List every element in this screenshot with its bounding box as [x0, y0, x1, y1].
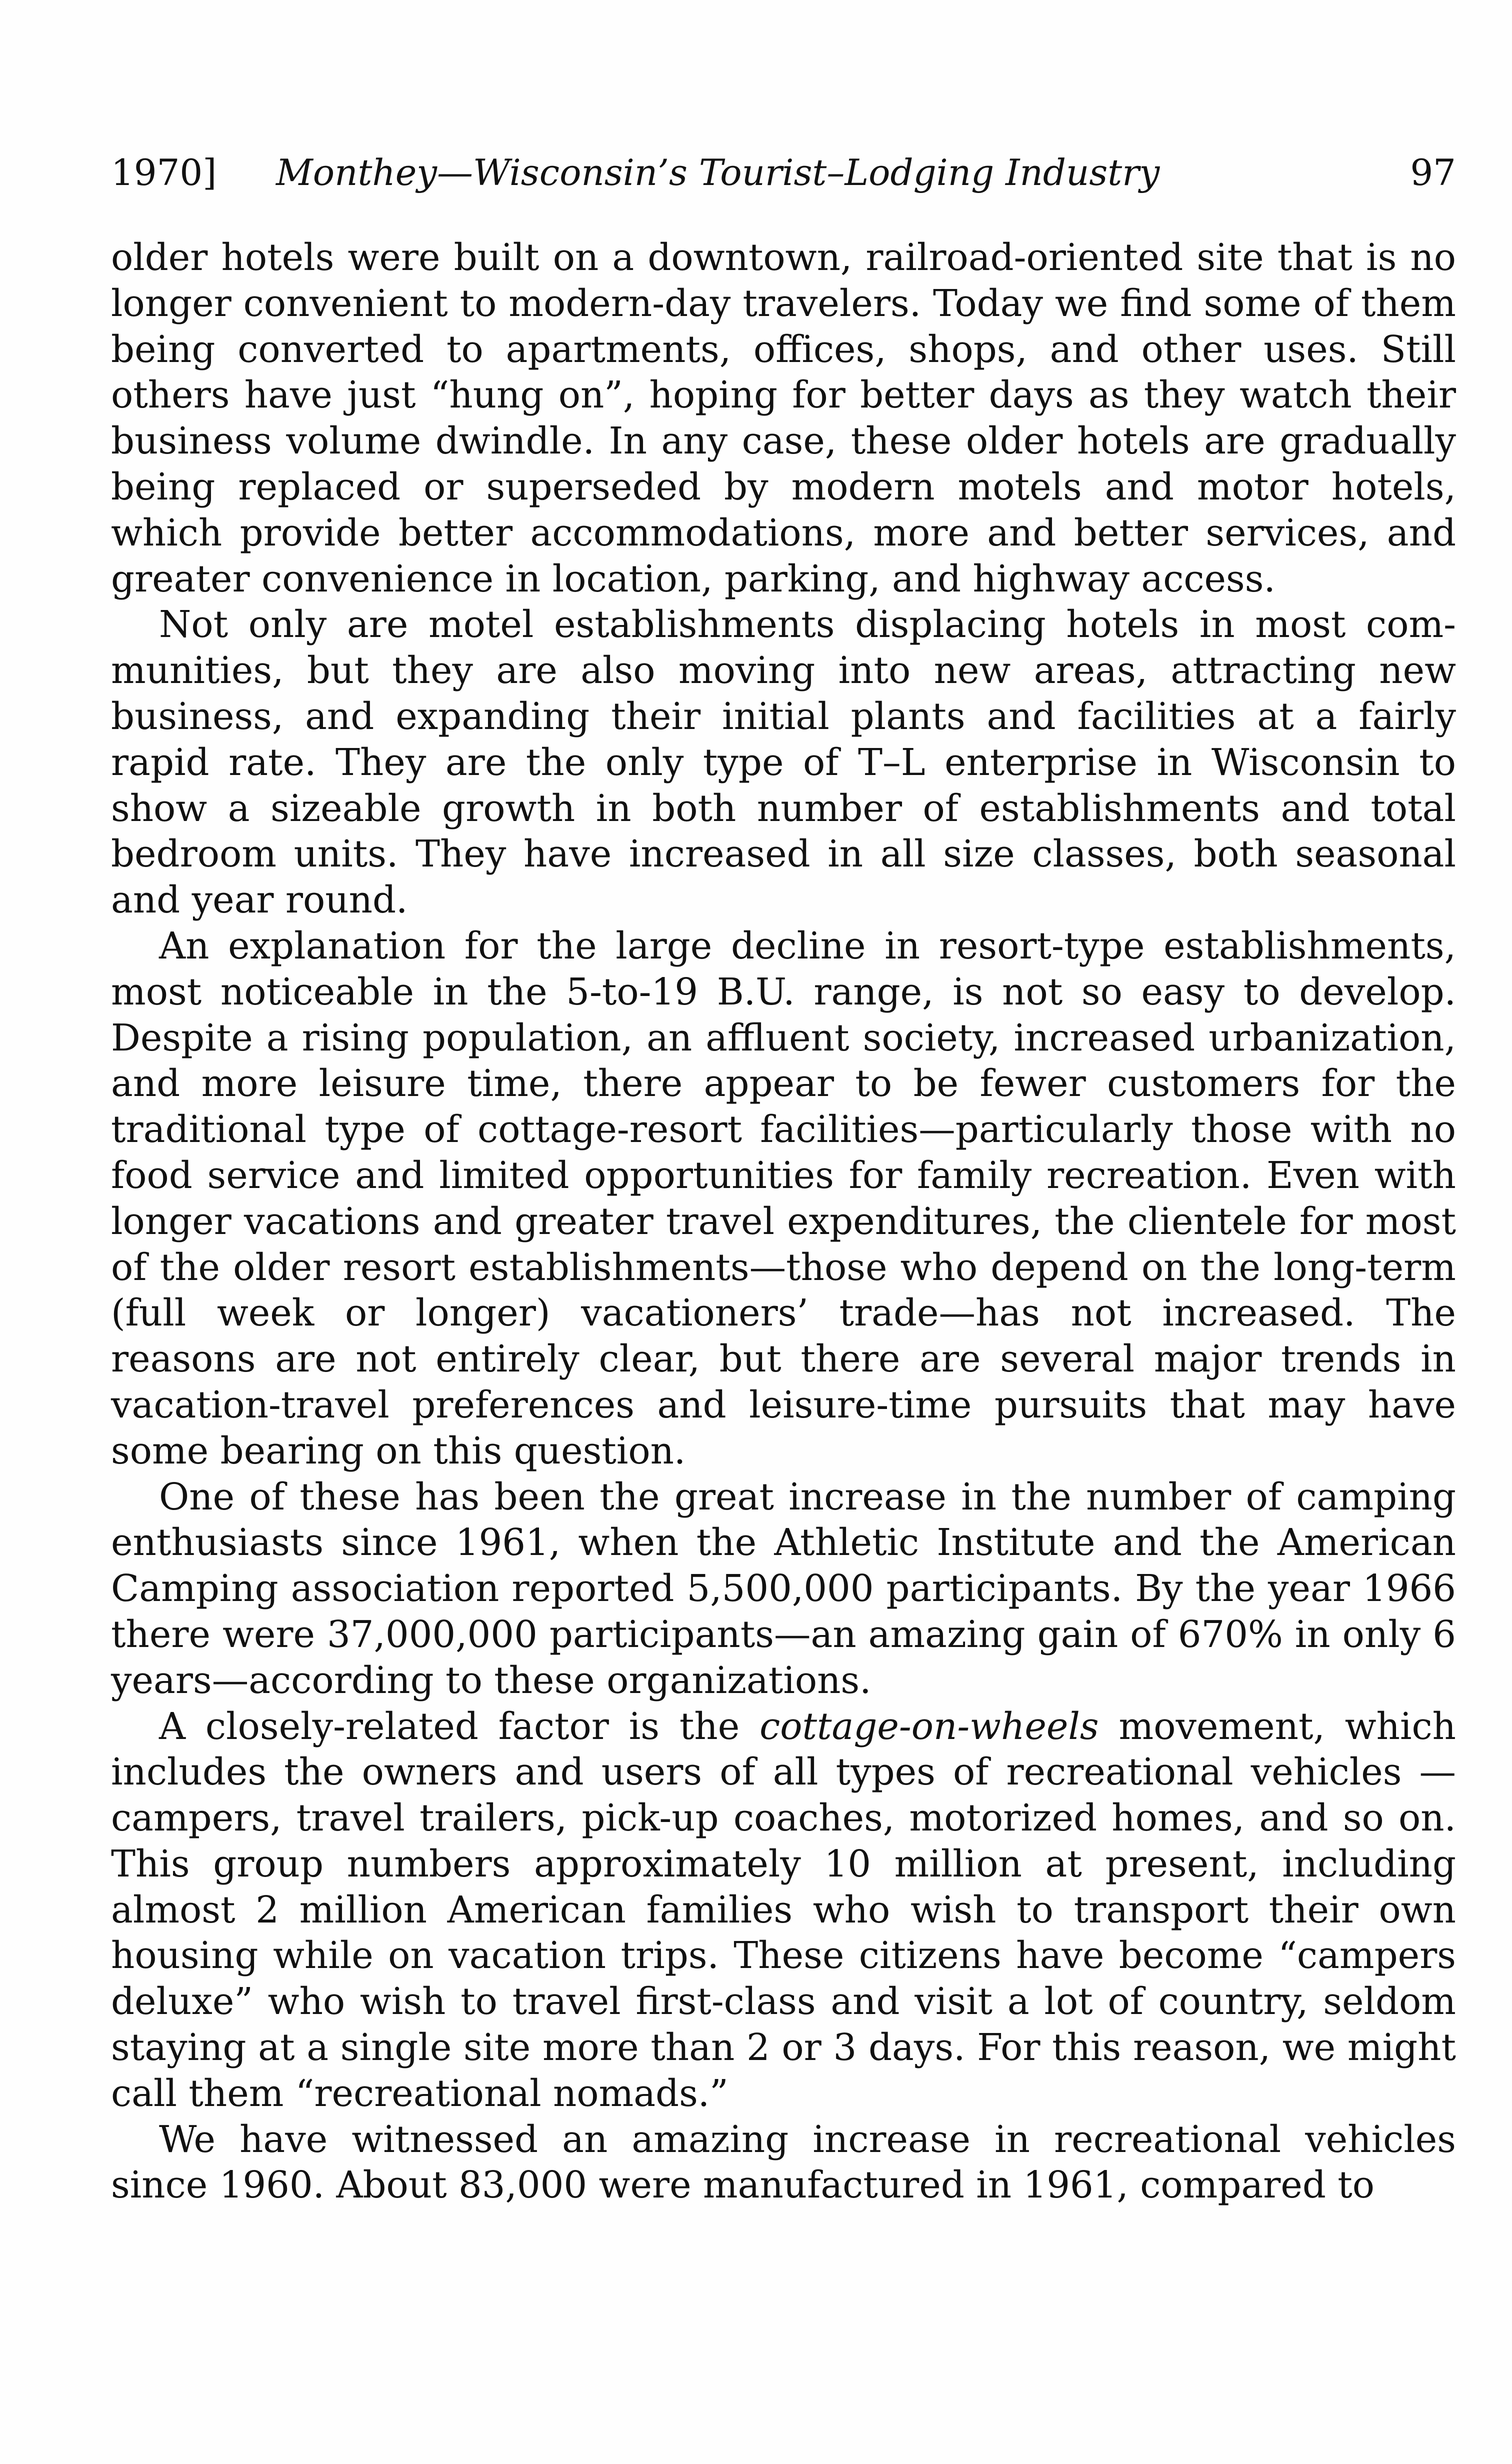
- paragraph-2: Not only are motel establishments displacing hotels in most communities, but they are also moving into new areas, attracting new business, and expanding their initial plants and facilities at a fairly rapid rate. They are the only type of T–L enterprise in Wisconsin to show a sizeable growth in both number of establishments and total bedroom units. They have increased in all size classes, both seasonal and year round.: [111, 604, 1456, 922]
- volume-year: 1970]: [111, 152, 217, 194]
- paragraph-5-lead: A closely-related factor is the: [159, 1705, 760, 1748]
- paragraph-5-rest: movement, which includes the owners and users of all types of recreational vehicles —campers, travel trailers, pick-up coaches, motorized homes, and so on. This group numbers approximately 10 million at present, including almost 2 million American families who wish to transport their own housing while on vacation trips. These citizens have become “campers deluxe” who wish to travel first-class and visit a lot of country, seldom staying at a single site more than 2 or 3 days. For this reason, we might call them “recreational nomads.”: [111, 1705, 1456, 2115]
- paragraph-5-italic-term: cottage-on-wheels: [760, 1705, 1099, 1748]
- running-header: [111, 145, 1456, 200]
- paragraph-4: One of these has been the great increase in the number of camping enthusiasts since 1961, when the Athletic Institute and the American Camping association reported 5,500,000 participants. By the year 1966 there were 37,000,000 participants—an amazing gain of 670% in only 6 years—according to these organizations.: [111, 1476, 1456, 1702]
- paragraph-3: An explanation for the large decline in resort-type establishments, most noticeable in the 5-to-19 B.U. range, is not so easy to develop. Despite a rising population, an affluent society, increased urbanization, and more leisure time, there appear to be fewer customers for the traditional type of cottage-resort facilities—particularly those with no food service and limited opportunities for family recreation. Even with longer vacations and greater travel expenditures, the clientele for most of the older resort establishments—those who depend on the long-term (full week or longer) vacationers’ trade—has not increased. The reasons are not entirely clear, but there are several major trends in vacation-travel preferences and leisure-time pursuits that may have some bearing on this question.: [111, 924, 1456, 1472]
- paragraph-6: We have witnessed an amazing increase in recreational vehicles since 1960. About 83,000 were manufactured in 1961, compared to: [111, 2118, 1456, 2207]
- body-text: [111, 235, 1456, 2208]
- paragraph-5: [111, 1704, 1456, 2117]
- page-number: 97: [1410, 152, 1456, 194]
- paragraph-1: older hotels were built on a downtown, railroad-oriented site that is no longer convenient to modern-day travelers. Today we find some of them being converted to apartments, offices, shops, and other uses. Still others have just “hung on”, hoping for better days as they watch their business volume dwindle. In any case, these older hotels are gradually being replaced or superseded by modern motels and motor hotels, which provide better accommodations, more and better services, and greater convenience in location, parking, and highway access.: [111, 236, 1456, 600]
- running-title: Monthey—Wisconsin’s Tourist–Lodging Industry: [276, 152, 1160, 194]
